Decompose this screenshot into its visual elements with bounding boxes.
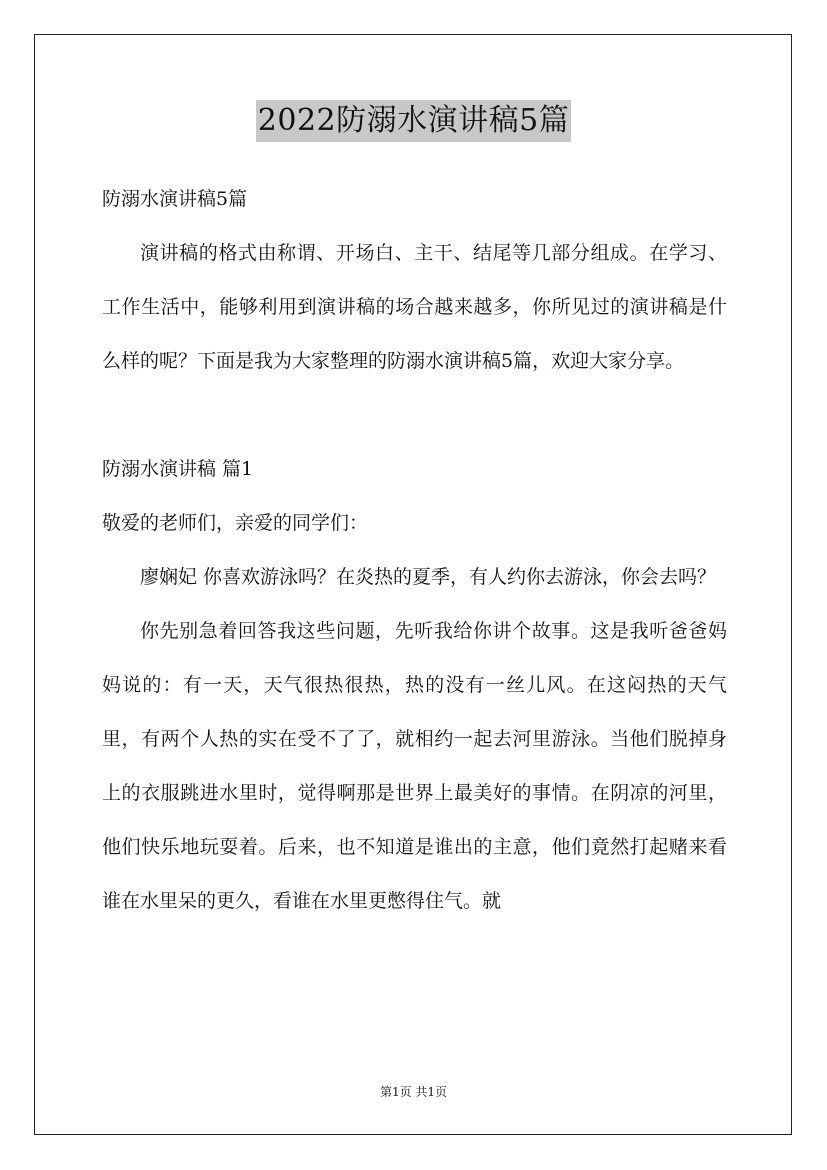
document-body (102, 172, 727, 928)
greeting-line: 敬爱的老师们，亲爱的同学们： (102, 512, 369, 534)
page-footer: 第1页 共1页 (379, 1085, 448, 1099)
body-paragraph-2: 你先别急着回答我这些问题，先听我给你讲个故事。这是我听爸爸妈妈说的：有一天，天气很热很热，热的没有一丝儿风。在这闷热的天气里，有两个人热的实在受不了了，就相约一起去河里游泳。当他们脱掉身上的衣服跳进水里时，觉得啊那是世界上最美好的事情。在阴凉的河里，他们快乐地玩耍着。后来，也不知道是谁出的主意，他们竟然打起赌来看谁在水里呆的更久，看谁在水里更憋得住气。就 (102, 620, 727, 912)
intro-paragraph: 演讲稿的格式由称谓、开场白、主干、结尾等几部分组成。在学习、工作生活中，能够利用到演讲稿的场合越来越多，你所见过的演讲稿是什么样的呢？下面是我为大家整理的防溺水演讲稿5篇，欢迎大家分享。 (102, 242, 727, 372)
section-heading: 防溺水演讲稿 篇1 (102, 458, 254, 480)
paragraph-gap (102, 388, 727, 442)
title-container (0, 100, 827, 142)
body-paragraph-1: 廖娴妃 你喜欢游泳吗？在炎热的夏季，有人约你去游泳，你会去吗？ (140, 566, 717, 588)
document-title: 2022防溺水演讲稿5篇 (256, 100, 571, 142)
document-subtitle: 防溺水演讲稿5篇 (102, 188, 248, 210)
